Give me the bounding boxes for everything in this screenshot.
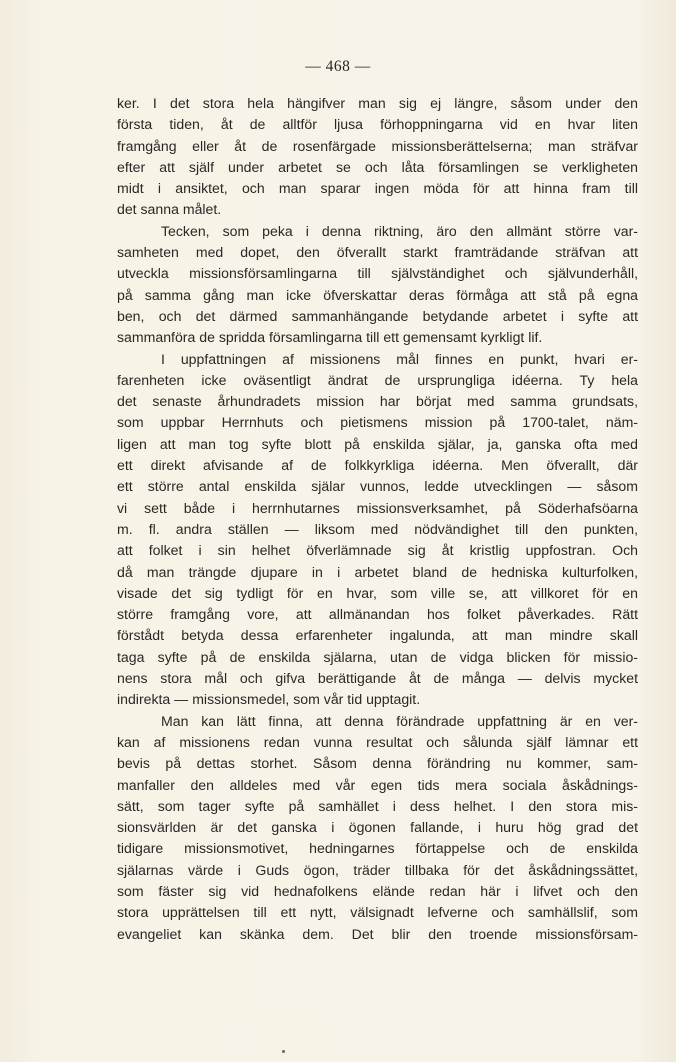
paragraph <box>117 711 638 945</box>
text-line: I uppfattningen af missionens mål finnes en punkt, hvari er- <box>161 350 638 367</box>
text-line: visade det sig tydligt för en hvar, som ville se, att villkoret för en <box>117 584 638 601</box>
text-line: taga syfte på de enskilda själarna, utan de vidga blicken för missio- <box>117 648 638 665</box>
text-line: manfaller den alldeles med vår egen tids mera sociala åskådnings- <box>117 776 638 793</box>
text-line: bevis på dettas storhet. Såsom denna förändring nu kommer, sam- <box>117 755 638 772</box>
text-line: på samma gång man icke öfverskattar deras förmåga att stå på egna <box>117 286 638 303</box>
text-line: som fäster sig vid hednafolkens elände redan här i lifvet och den <box>117 882 638 899</box>
speck-mark <box>282 1050 285 1053</box>
text-line: förstådt betyda dessa erfarenheter ingalunda, att man mindre skall <box>117 627 638 644</box>
text-line: sionsvärlden är det ganska i ögonen fallande, i huru hög grad det <box>117 819 638 836</box>
text-line: det senaste århundradets mission har börjat med samma grundsats, <box>117 393 638 410</box>
text-line: midt i ansiktet, och man sparar ingen möda för att hinna fram till <box>117 180 638 197</box>
text-line: Tecken, som peka i denna riktning, äro den allmänt större var- <box>161 222 638 239</box>
text-line: första tiden, åt de alltför ljusa förhoppningarna vid en hvar liten <box>117 116 638 133</box>
text-line: kan af missionens redan vunna resultat och sålunda själf lämnar ett <box>117 733 638 750</box>
text-line: själarnas värde i Guds ögon, träder tillbaka för det åskådningssättet, <box>117 861 638 878</box>
text-line: att folket i sin helhet öfverlämnade sig åt kristlig uppfostran. Och <box>117 542 638 559</box>
text-line: efter att själf under arbetet se och låta församlingen se verkligheten <box>117 158 638 175</box>
text-line: sammanföra de spridda församlingarna till ett gemensamt kyrkligt lif. <box>117 329 543 346</box>
text-line: utveckla missionsförsamlingarna till självständighet och självunderhåll, <box>117 265 638 282</box>
text-line: m. fl. andra ställen — liksom med nödvändighet till den punkten, <box>117 520 638 537</box>
body-text <box>117 93 638 945</box>
text-line: samheten med dopet, den öfverallt starkt framträdande sträfvan att <box>117 244 638 261</box>
text-line: ben, och det därmed sammanhängande betydande arbetet i syfte att <box>117 307 638 324</box>
paragraph <box>117 221 638 349</box>
page-number: — 468 — <box>305 58 371 75</box>
text-line: nens stora mål och gifva berättigande åt de många — delvis mycket <box>117 670 638 687</box>
text-line: som uppbar Herrnhuts och pietismens mission på 1700-talet, näm- <box>117 414 638 431</box>
text-line: ligen att man tog syfte blott på enskilda själar, ja, ganska ofta med <box>117 435 638 452</box>
text-line: farenheten icke oväsentligt ändrat de ursprungliga idéerna. Ty hela <box>117 371 638 388</box>
text-line: ett större antal enskilda själar vunnos, ledde utvecklingen — såsom <box>117 478 638 495</box>
text-line: ker. I det stora hela hängifver man sig ej längre, såsom under den <box>117 95 638 111</box>
text-line: vi sett både i herrnhutarnes missionsverksamhet, på Söderhafsöarna <box>117 499 638 516</box>
text-line: det sanna målet. <box>117 201 222 218</box>
text-line: då man trängde djupare in i arbetet bland de hedniska kulturfolken, <box>117 563 638 580</box>
text-line: stora upprättelsen till ett nytt, välsignadt lefverne och samhällslif, som <box>117 904 638 921</box>
text-line: framgång eller åt de rosenfärgade missionsberättelserna; man sträfvar <box>117 137 638 154</box>
text-line: större framgång vore, att allmänandan hos folket påverkades. Rätt <box>117 606 638 623</box>
text-line: Man kan lätt finna, att denna förändrade uppfattning är en ver- <box>161 712 638 729</box>
text-line: indirekta — missionsmedel, som vår tid upptagit. <box>117 691 421 708</box>
paragraph <box>117 93 638 221</box>
paragraph <box>117 349 638 711</box>
text-line: tidigare missionsmotivet, hedningarnes förtappelse och de enskilda <box>117 840 638 857</box>
text-line: evangeliet kan skänka dem. Det blir den troende missionsförsam- <box>117 925 638 942</box>
text-line: sätt, som tager syfte på samhället i dess helhet. I den stora mis- <box>117 797 638 814</box>
text-line: ett direkt afvisande af de folkkyrkliga idéerna. Men öfverallt, där <box>117 457 638 474</box>
